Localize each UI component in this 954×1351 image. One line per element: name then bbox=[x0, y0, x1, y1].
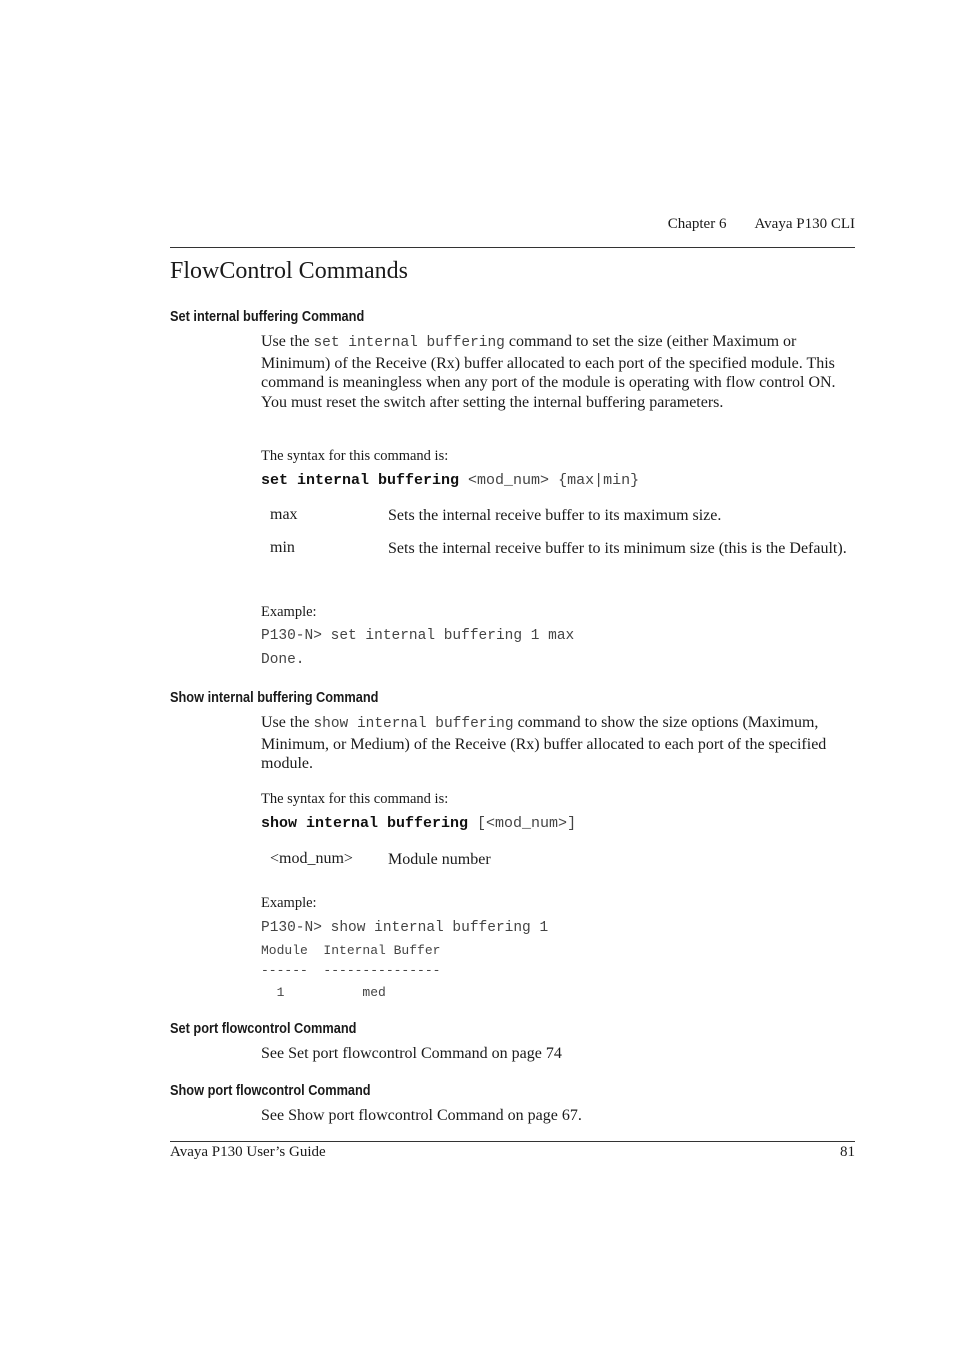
syntax-command: show internal buffering bbox=[261, 815, 469, 832]
param-name: min bbox=[270, 539, 295, 556]
page-number: 81 bbox=[840, 1144, 855, 1160]
show-port-text: See Show port flowcontrol Command on page 67. bbox=[261, 1107, 582, 1124]
intro-text: Use the bbox=[261, 333, 314, 350]
syntax-label: The syntax for this command is: bbox=[261, 448, 449, 464]
intro-text: command to show the size options (Maximum, Minimum, or Medium) of the Receive (Rx) buffer allocated to each port of the specified module. bbox=[261, 714, 827, 772]
show-port-heading: Show port flowcontrol Command bbox=[170, 1083, 371, 1099]
syntax-command: set internal buffering bbox=[261, 472, 460, 489]
page-title: FlowControl Commands bbox=[170, 258, 409, 284]
set-internal-heading: Set internal buffering Command bbox=[170, 309, 365, 325]
header-rule bbox=[170, 247, 855, 248]
param-desc: Module number bbox=[388, 851, 491, 868]
example-code-line: Done. bbox=[261, 652, 305, 668]
syntax-label: The syntax for this command is: bbox=[261, 791, 449, 807]
example-code-line: P130-N> set internal buffering 1 max bbox=[261, 628, 575, 644]
output-line: ------ --------------- bbox=[261, 963, 441, 978]
show-internal-heading: Show internal buffering Command bbox=[170, 690, 379, 706]
syntax-args: <mod_num> {max|min} bbox=[459, 472, 640, 489]
set-port-heading: Set port flowcontrol Command bbox=[170, 1021, 357, 1037]
syntax-args: [<mod_num>] bbox=[468, 815, 577, 832]
param-desc: Sets the internal receive buffer to its minimum size (this is the Default). bbox=[388, 540, 847, 557]
example-label: Example: bbox=[261, 604, 317, 620]
footer-rule bbox=[170, 1141, 855, 1142]
output-line: Module Internal Buffer bbox=[261, 943, 441, 958]
intro-text: Use the bbox=[261, 714, 314, 731]
inline-command: show internal buffering bbox=[313, 716, 514, 732]
set-internal-syntax bbox=[261, 472, 639, 489]
set-port-text: See Set port flowcontrol Command on page 74 bbox=[261, 1045, 562, 1062]
example-code-line: P130-N> show internal buffering 1 bbox=[261, 920, 549, 936]
chapter-title: Avaya P130 CLI bbox=[754, 216, 855, 232]
set-internal-intro bbox=[261, 332, 855, 412]
chapter-label: Chapter 6 bbox=[667, 216, 727, 232]
output-line: 1 med bbox=[261, 985, 386, 1000]
running-header bbox=[668, 216, 855, 233]
param-name: max bbox=[270, 506, 298, 523]
show-internal-intro bbox=[261, 713, 855, 774]
param-name: <mod_num> bbox=[270, 850, 353, 867]
param-desc: Sets the internal receive buffer to its maximum size. bbox=[388, 507, 722, 524]
footer-guide-title: Avaya P130 User’s Guide bbox=[170, 1144, 326, 1160]
example-label: Example: bbox=[261, 895, 317, 911]
intro-text: command to set the size (either Maximum or Minimum) of the Receive (Rx) buffer allocated to each port of the specified module. This command is meaningless when any port of the module is operating with flow control ON. You must reset the switch after setting the internal buffering parameters. bbox=[261, 333, 836, 411]
show-internal-syntax bbox=[261, 815, 576, 832]
inline-command: set internal buffering bbox=[313, 335, 505, 351]
